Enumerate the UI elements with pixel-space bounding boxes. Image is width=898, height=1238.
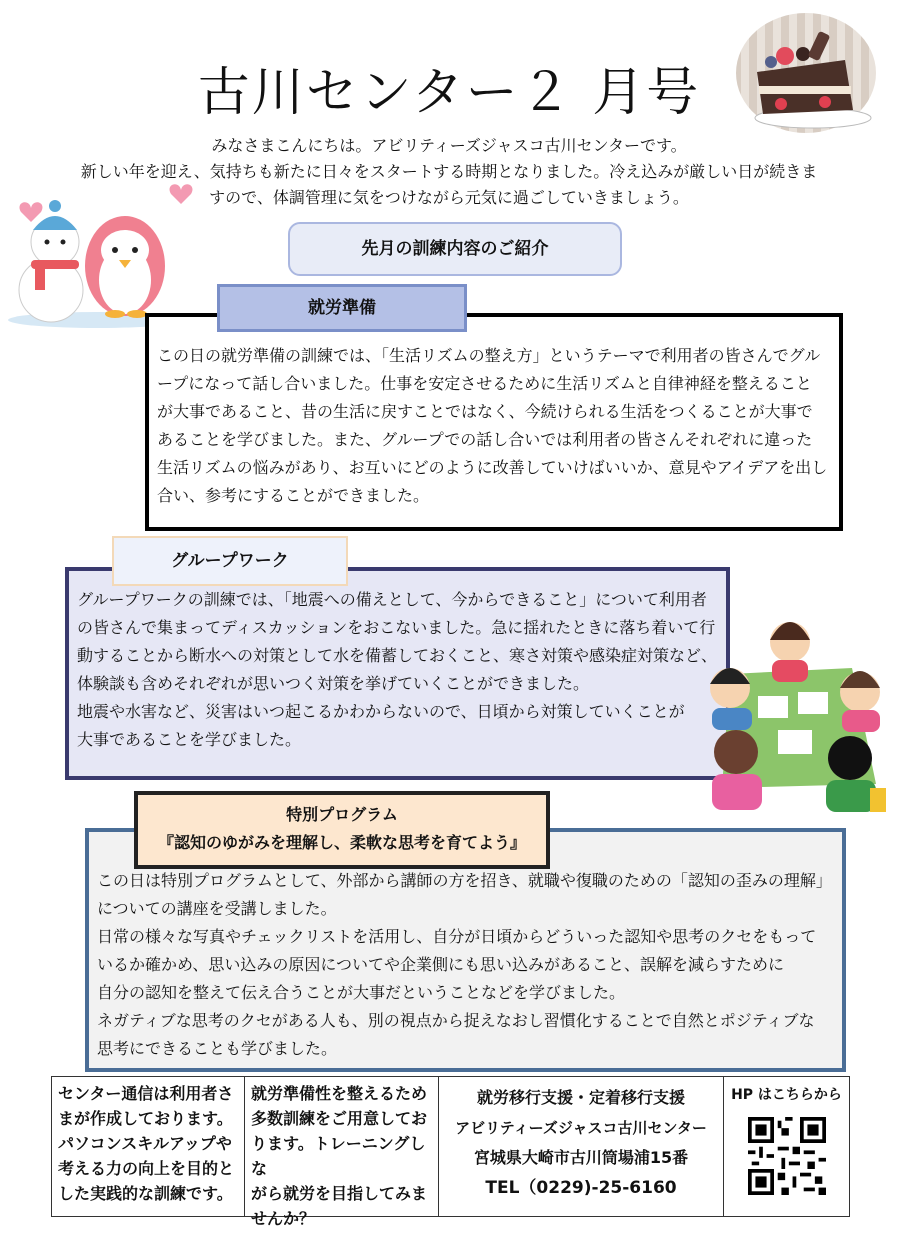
section-2-line: グループワークの訓練では、「地震への備えとして、今からできること」について利用者: [77, 590, 707, 609]
snowman-penguin-illustration: [3, 180, 193, 328]
section-3-tab-subtitle: 『認知のゆがみを理解し、柔軟な思考を育てよう』: [157, 833, 526, 852]
section-label: 先月の訓練内容のご紹介: [288, 222, 622, 276]
footer-org-name: アビリティーズジャスコ古川センター: [455, 1119, 707, 1137]
section-3-tab-title: 特別プログラム: [286, 805, 398, 824]
section-3-line: についての講座を受講しました。: [97, 899, 337, 918]
footer-note-line: せんか？: [251, 1209, 316, 1228]
footer-note-line: まが作成しております。: [58, 1109, 233, 1128]
footer-note-line: 就労準備性を整えるため: [251, 1084, 428, 1103]
footer-contact: [439, 1077, 724, 1216]
footer-training-note: [245, 1077, 439, 1228]
footer-note-line: がら就労を目指してみま: [251, 1184, 428, 1203]
section-1-line: 生活リズムの悩みがあり、お互いにどのように改善していけばいいか、意見やアイデアを出し: [157, 458, 828, 477]
footer-note-line: 考える力の向上を目的と: [58, 1159, 235, 1178]
section-3-tab: [134, 791, 550, 869]
section-2-line: 大事であることを学びました。: [77, 730, 302, 749]
footer-phone: TEL（0229)-25-6160: [485, 1178, 677, 1198]
section-1-line: この日の就労準備の訓練では、「生活リズムの整え方」というテーマで利用者の皆さんでグル: [157, 346, 821, 365]
footer-service: 就労移行支援・定着移行支援: [476, 1088, 685, 1107]
footer-note-line: した実践的な訓練です。: [58, 1184, 233, 1203]
section-3-line: この日は特別プログラムとして、外部から講師の方を招き、就職や復職のための「認知の歪みの理解」: [97, 871, 832, 890]
footer-note-line: パソコンスキルアップや: [58, 1134, 232, 1153]
intro-line-2: 新しい年を迎え、気持ちも新たに日々をスタートする時期となりました。冷え込みが厳しい日が続きま: [80, 162, 818, 181]
section-1-line: が大事であること、昔の生活に戻すことではなく、今続けられる生活をつくることが大事で: [157, 402, 813, 421]
section-2-tab: グループワーク: [112, 536, 348, 586]
section-1-line: あることを学びました。また、グループでの話し合いでは利用者の皆さんそれぞれに違った: [157, 430, 813, 449]
group-discussion-illustration: [702, 612, 888, 818]
section-3-line: 思考にできることも学びました。: [97, 1039, 338, 1058]
section-1-tab: 就労準備: [217, 284, 467, 332]
page-title: 古川センター２ 月号: [197, 63, 701, 123]
hp-label: HP はこちらから: [731, 1087, 842, 1103]
footer-note-line: 多数訓練をご用意してお: [251, 1109, 428, 1128]
section-1-text: [157, 342, 829, 510]
section-1-line: ープになって話し合いました。仕事を安定させるために生活リズムと自律神経を整えること: [157, 374, 812, 393]
footer-hp: [724, 1077, 849, 1216]
footer-newsletter-note: [52, 1077, 245, 1216]
section-2-line: 動することから断水への対策として水を備蓄しておくこと、寒さ対策や感染症対策など、: [77, 646, 718, 665]
footer-note-line: ります。トレーニングしな: [251, 1134, 426, 1178]
footer-address: 宮城県大崎市古川筒場浦15番: [473, 1148, 689, 1167]
section-3-line: 自分の認知を整えて伝え合うことが大事だということなどを学びました。: [97, 983, 626, 1002]
section-2-line: 地震や水害など、災害はいつ起こるかわからないので、日頃から対策していくことが: [77, 702, 685, 721]
section-3-text: [97, 867, 837, 1063]
qr-code-icon[interactable]: [748, 1117, 826, 1195]
section-3-line: ネガティブな思考のクセがある人も、別の視点から捉えなおし習慣化することで自然とポジティブな: [97, 1011, 815, 1030]
section-2-line: 体験談も含めそれぞれが思いつく対策を挙げていくことができました。: [77, 674, 590, 693]
footer-table: [51, 1076, 850, 1228]
section-2-line: の皆さんで集まってディスカッションをおこないました。急に揺れたときに落ち着いて行: [77, 618, 716, 637]
cake-illustration: [733, 12, 879, 134]
intro-line-1: みなさまこんにちは。アビリティーズジャスコ古川センターです。: [211, 136, 687, 155]
section-1-line: 合い、参考にすることができました。: [157, 486, 430, 505]
section-3-line: いるか確かめ、思い込みの原因についてや企業側にも思い込みがあること、誤解を減らすために: [97, 955, 785, 974]
footer-note-line: センター通信は利用者さ: [58, 1084, 234, 1103]
section-3-line: 日常の様々な写真やチェックリストを活用し、自分が日頃からどういった認知や思考のクセをもって: [97, 927, 817, 946]
intro-line-3: すので、体調管理に気をつけながら元気に過ごしていきましょう。: [209, 188, 689, 207]
section-2-text: [77, 586, 717, 754]
